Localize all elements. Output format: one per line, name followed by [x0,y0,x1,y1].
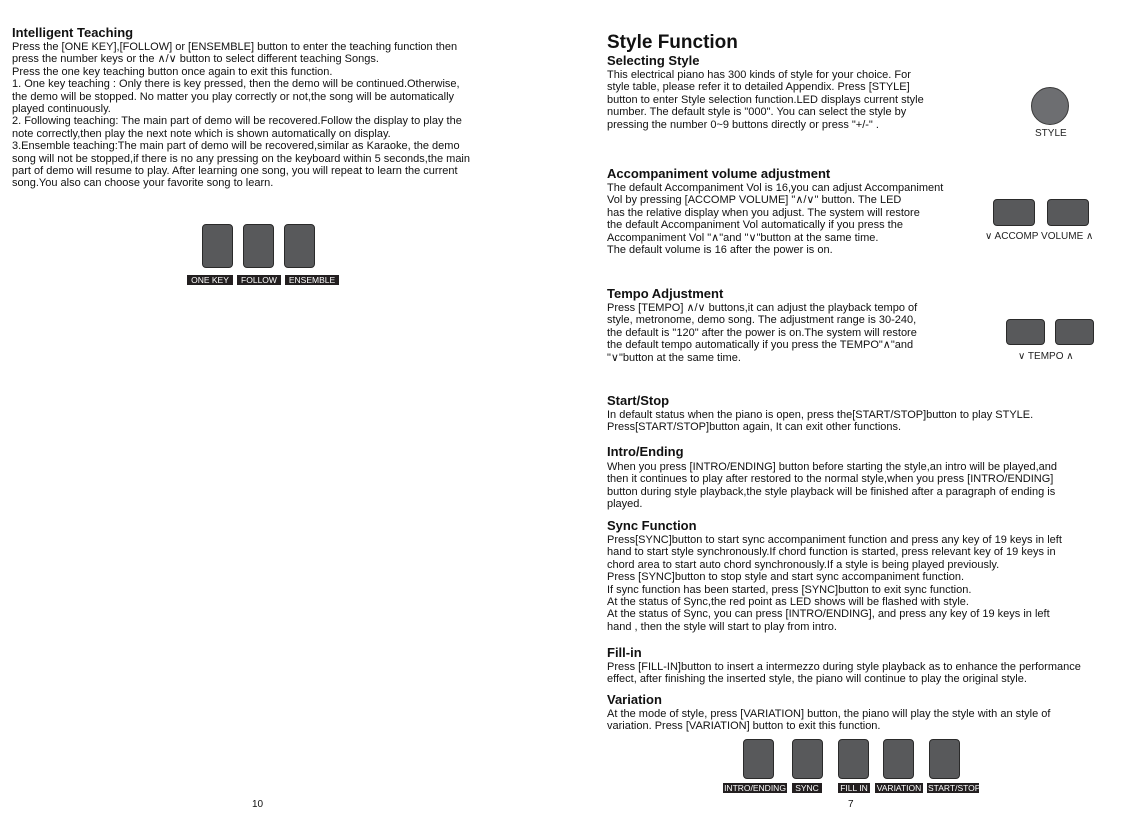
sync-button[interactable] [792,739,823,779]
ensemble-label: ENSEMBLE [285,275,339,285]
sync-label: SYNC [792,783,822,793]
variation-heading: Variation [607,692,662,707]
intelligent-teaching-body: Press the [ONE KEY],[FOLLOW] or [ENSEMBLE] button to enter the teaching function then press the number keys or the ∧/∨ button to select different teaching Songs. Press the one key teaching button once again to exit this function. 1. One key teaching : Only there is key pressed, then the demo will be continued.Otherwise, the demo will be stopped. No matter you play correctly or not,the song will be automatically played continuously. 2. Following teaching: The main part of demo will be recovered.Follow the display to play the note correctly,then play the next note which is shown automatically on display. 3.Ensemble teaching:The main part of demo will be recovered,similar as Karaoke, the demo song will not be stopped,if there is no any pressing on the keyboard within 5 seconds,the main part of demo will resume to play. After learning one song, you will repeat to learn the current song.You also can choose your favorite song to learn. [12,41,470,190]
one-key-label: ONE KEY [187,275,233,285]
fill-in-heading: Fill-in [607,645,642,660]
page-number-right: 7 [848,799,854,810]
sync-function-body: Press[SYNC]button to start sync accompaniment function and press any key of 19 keys in left hand to start style synchronously.If chord function is started, press relevant key of 19 keys in chord area to start auto chord synchronously.If a style is being played previously. Press [SYNC]button to stop style and start sync accompaniment function. If sync function has been started, press [SYNC]button to exit sync function. At the status of Sync,the red point as LED shows will be flashed with style. At the status of Sync, you can press [INTRO/ENDING], and press any key of 19 keys in left hand , then the style will start to play from intro. [607,534,1062,633]
fill-in-label: FILL IN [838,783,870,793]
right-page [566,0,1131,814]
follow-button[interactable] [243,224,274,268]
tempo-down-button[interactable] [1006,319,1045,345]
one-key-button[interactable] [202,224,233,268]
accomp-volume-down-button[interactable] [993,199,1035,226]
intro-ending-button[interactable] [743,739,774,779]
start-stop-label: START/STOP [928,783,981,793]
page-number-left: 10 [252,799,264,810]
start-stop-button[interactable] [929,739,960,779]
left-page [0,0,565,814]
accomp-volume-heading: Accompaniment volume adjustment [607,166,831,181]
accomp-volume-up-button[interactable] [1047,199,1089,226]
intro-ending-heading: Intro/Ending [607,444,684,459]
start-stop-body: In default status when the piano is open, press the[START/STOP]button to play STYLE. Press[START/STOP]button again, It can exit other functions. [607,409,1034,434]
style-button-label: STYLE [1035,128,1067,139]
fill-in-button[interactable] [838,739,869,779]
variation-button[interactable] [883,739,914,779]
tempo-heading: Tempo Adjustment [607,286,724,301]
tempo-label: ∨ TEMPO ∧ [1018,351,1074,362]
fill-in-body: Press [FILL-IN]button to insert a intermezzo during style playback as to enhance the performance effect, after finishing the inserted style, the piano will continue to play the original style. [607,661,1081,686]
sync-function-heading: Sync Function [607,518,697,533]
tempo-body: Press [TEMPO] ∧/∨ buttons,it can adjust the playback tempo of style, metronome, demo song. The adjustment range is 30-240, the default is "120" after the power is on.The system will restore the default tempo automatically if you press the TEMPO"∧"and "∨"button at the same time. [607,302,918,364]
style-function-title: Style Function [607,32,738,53]
accomp-volume-label: ∨ ACCOMP VOLUME ∧ [985,231,1094,242]
accomp-volume-body: The default Accompaniment Vol is 16,you can adjust Accompaniment Vol by pressing [ACCOMP VOLUME] "∧/∨" button. The LED has the relative display when you adjust. The system will restore the default Accompaniment Vol automatically if you press the Accompaniment Vol "∧"and "∨"button at the same time. The default volume is 16 after the power is on. [607,182,944,257]
variation-body: At the mode of style, press [VARIATION] button, the piano will play the style with an style of variation. Press [VARIATION] button to exit this function. [607,708,1051,733]
intro-ending-body: When you press [INTRO/ENDING] button before starting the style,an intro will be played,and then it continues to play after restored to the normal style,when you press [INTRO/ENDING] button during style playback,the style playback will be finished after a paragraph of ending is played. [607,461,1057,511]
style-button[interactable] [1031,87,1069,125]
follow-label: FOLLOW [237,275,281,285]
selecting-style-body: This electrical piano has 300 kinds of style for your choice. For style table, please refer it to detailed Appendix. Press [STYLE] button to enter Style selection function.LED displays current style number. The default style is "000". You can select the style by pressing the number 0~9 buttons directly or press "+/-" . [607,69,924,131]
start-stop-heading: Start/Stop [607,393,670,408]
variation-label: VARIATION [876,783,922,793]
intelligent-teaching-heading: Intelligent Teaching [12,25,134,40]
tempo-up-button[interactable] [1055,319,1094,345]
intro-ending-label: INTRO/ENDING [724,783,786,793]
selecting-style-heading: Selecting Style [607,53,700,68]
ensemble-button[interactable] [284,224,315,268]
